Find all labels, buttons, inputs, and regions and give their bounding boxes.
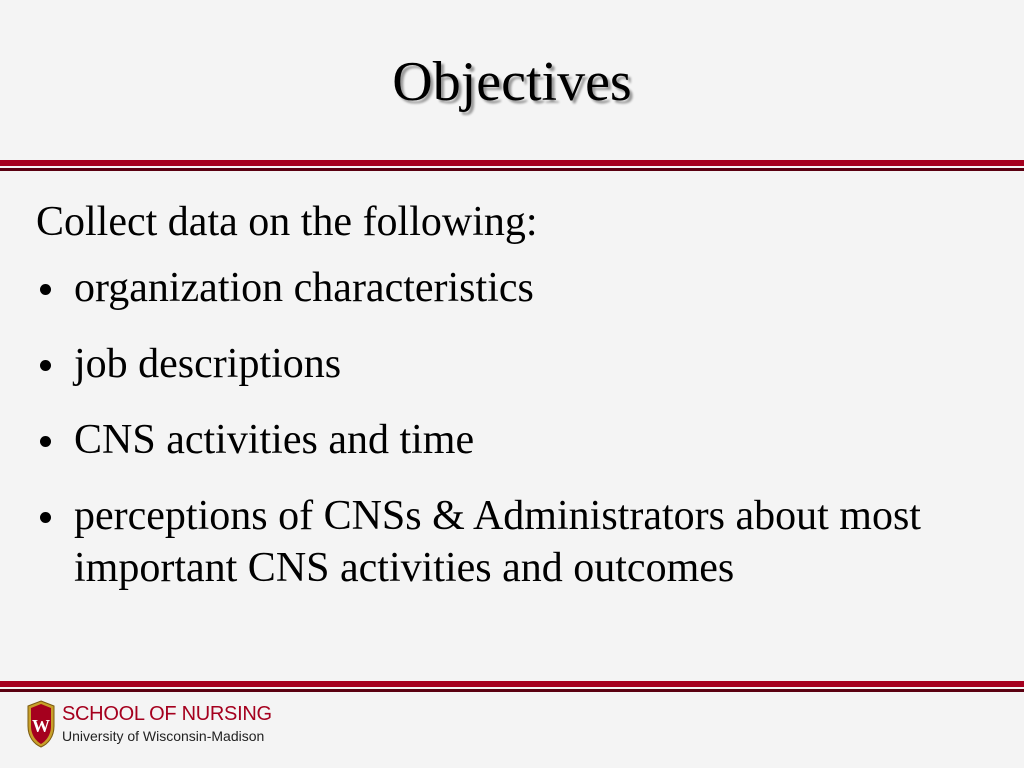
bullet-dot-icon — [40, 512, 51, 523]
uw-crest-icon — [26, 700, 56, 748]
school-name: SCHOOL OF NURSING — [62, 703, 272, 725]
bullet-text: perceptions of CNSs & Administrators about most important CNS activities and outcomes — [74, 493, 921, 591]
bullet-text: job descriptions — [74, 341, 342, 387]
university-name: University of Wisconsin-Madison — [62, 728, 265, 744]
bullet-item — [36, 262, 996, 314]
bullet-text: CNS activities and time — [74, 417, 475, 463]
bullet-dot-icon — [40, 284, 51, 295]
bottom-divider — [0, 681, 1024, 692]
bullet-text: organization characteristics — [74, 265, 534, 311]
svg-text:W: W — [32, 716, 50, 736]
bullet-dot-icon — [40, 360, 51, 371]
bullet-list — [36, 262, 996, 594]
bullet-dot-icon — [40, 436, 51, 447]
slide-body — [36, 192, 996, 618]
school-logo — [26, 700, 286, 752]
bullet-item — [36, 490, 996, 594]
bullet-item — [36, 414, 996, 466]
bullet-item — [36, 338, 996, 390]
top-divider — [0, 160, 1024, 171]
slide-title: Objectives — [392, 51, 632, 113]
intro-text: Collect data on the following: — [36, 199, 538, 245]
